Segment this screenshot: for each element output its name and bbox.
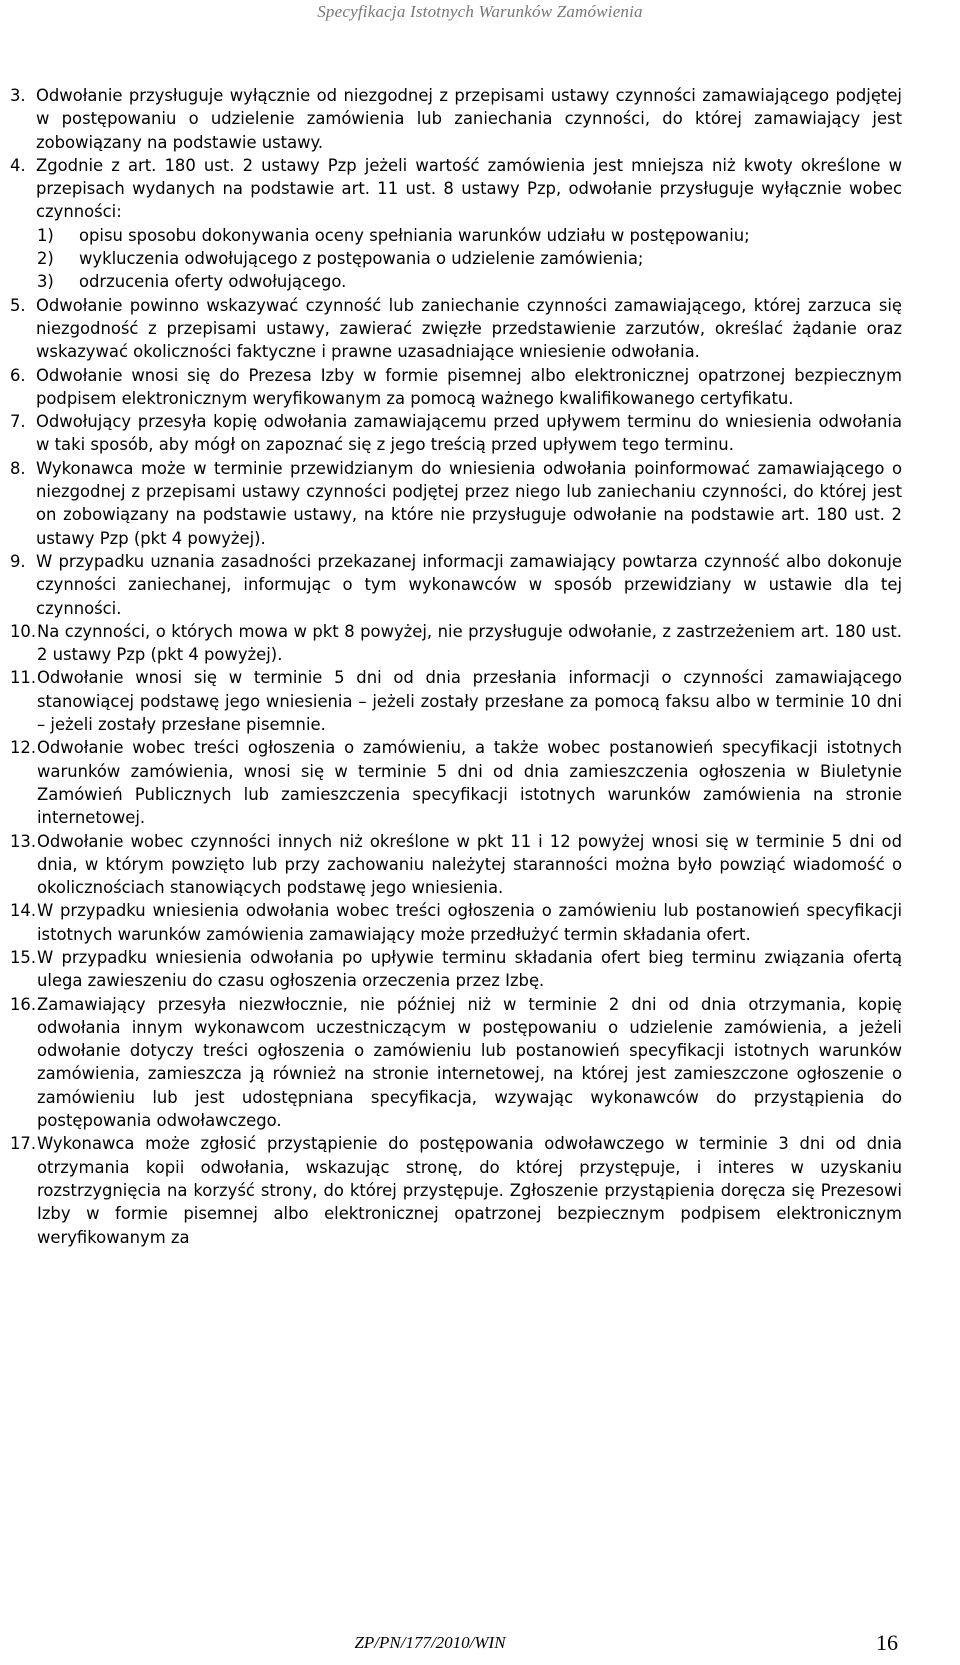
item-number: 8.	[10, 458, 26, 478]
sub-item-number: 1)	[37, 225, 54, 245]
item-text: Odwołanie wobec treści ogłoszenia o zamówieniu, a także wobec postanowień specyfikacji istotnych warunków zamówienia, wnosi się w terminie 5 dni od dnia zamieszczenia ogłoszenia w Biuletynie Zamówień Publicznych lub zamieszczenia specyfikacji istotnych warunków zamówienia na stronie internetowej.	[37, 738, 902, 828]
item-text: W przypadku wniesienia odwołania wobec treści ogłoszenia o zamówieniu lub postanowień specyfikacji istotnych warunków zamówienia zamawiający może przedłużyć termin składania ofert.	[37, 901, 902, 944]
item-number: 16.	[10, 994, 37, 1014]
list-item	[10, 993, 902, 1133]
list-item	[10, 899, 902, 946]
list-item	[10, 620, 902, 667]
list-item	[10, 830, 902, 900]
list-item	[10, 736, 902, 829]
list-item	[10, 154, 902, 224]
item-text: W przypadku wniesienia odwołania po upływie terminu składania ofert bieg terminu związania ofertą ulega zawieszeniu do czasu ogłoszenia orzeczenia przez Izbę.	[37, 947, 902, 991]
item-text: Odwołanie wnosi się do Prezesa Izby w formie pisemnej albo elektronicznej opatrzonej bezpiecznym podpisem elektronicznym weryfikowanym za pomocą ważnego kwalifikowanego certyfikatu.	[36, 365, 902, 408]
page-header: Specyfikacja Istotnych Warunków Zamówienia	[317, 2, 643, 21]
item-number: 4.	[10, 155, 26, 175]
item-number: 6.	[10, 365, 26, 385]
item-text: Zgodnie z art. 180 ust. 2 ustawy Pzp jeżeli wartość zamówienia jest mniejsza niż kwoty określone w przepisach wydanych na podstawie art. 11 ust. 8 ustawy Pzp, odwołanie przysługuje wyłącznie wobec czynności:	[36, 155, 902, 222]
list-item	[10, 550, 902, 620]
item-number: 10.	[10, 621, 37, 641]
item-text: Odwołanie wnosi się w terminie 5 dni od dnia przesłania informacji o czynności zamawiającego stanowiącej podstawę jego wniesienia – jeżeli zostały przesłane za pomocą faksu albo w terminie 10 dni – jeżeli zostały przesłane pisemnie.	[37, 668, 902, 735]
item-number: 3.	[10, 86, 26, 105]
item-text: Wykonawca może zgłosić przystąpienie do postępowania odwoławczego w terminie 3 dni od dnia otrzymania kopii odwołania, wskazując stronę, do której przystępuje, i interes w uzyskaniu rozstrzygnięcia na korzyść strony, do której przystępuje. Zgłoszenie przystąpienia doręcza się Prezesowi Izby w formie pisemnej albo elektronicznej opatrzonej bezpiecznym podpisem elektronicznym weryfikowanym za	[37, 1134, 902, 1247]
list-item	[10, 1132, 902, 1248]
item-text: Na czynności, o których mowa w pkt 8 powyżej, nie przysługuje odwołanie, z zastrzeżeniem art. 180 ust. 2 ustawy Pzp (pkt 4 powyżej).	[37, 621, 902, 665]
item-number: 7.	[10, 412, 26, 432]
item-text: Odwołanie powinno wskazywać czynność lub zaniechanie czynności zamawiającego, której zarzuca się niezgodność z przepisami ustawy, zawierać zwięzłe przedstawienie zarzutów, określać żądanie oraz wskazywać okoliczności faktyczne i prawne uzasadniające wniesienie odwołania.	[36, 295, 902, 362]
list-item	[10, 84, 902, 154]
sub-list-item	[37, 224, 902, 247]
item-text: Odwołujący przesyła kopię odwołania zamawiającemu przed upływem terminu do wniesienia odwołania w taki sposób, aby mógł on zapoznać się z jego treścią przed upływem tego terminu.	[36, 412, 902, 455]
item-number: 17.	[10, 1134, 37, 1154]
list-item	[10, 946, 902, 993]
item-number: 11.	[10, 668, 37, 688]
document-body	[10, 84, 902, 1249]
item-text: Wykonawca może w terminie przewidzianym do wniesienia odwołania poinformować zamawiającego o niezgodnej z przepisami ustawy czynności podjętej przez niego lub zaniechaniu czynności, do której jest on zobowiązany na podstawie ustawy, na które nie przysługuje odwołanie na podstawie art. 180 ust. 2 ustawy Pzp (pkt 4 powyżej).	[36, 458, 902, 548]
item-number: 9.	[10, 551, 26, 571]
list-item	[10, 457, 902, 550]
list-item	[10, 364, 902, 411]
item-number: 15.	[10, 947, 37, 967]
sub-list-item	[37, 247, 902, 270]
item-text: Zamawiający przesyła niezwłocznie, nie później niż w terminie 2 dni od dnia otrzymania, kopię odwołania innym wykonawcom uczestniczącym w postępowaniu o udzielenie zamówienia, a jeżeli odwołanie dotyczy treści ogłoszenia o zamówieniu lub postanowień specyfikacji istotnych warunków zamówienia, zamieszcza ją również na stronie internetowej, na której jest zamieszczone ogłoszenie o zamówieniu lub jest udostępniana specyfikacja, wzywając wykonawców do przystąpienia do postępowania odwoławczego.	[37, 994, 902, 1131]
sub-list-item	[37, 270, 902, 293]
document-code: ZP/PN/177/2010/WIN	[354, 1633, 506, 1652]
item-number: 5.	[10, 295, 26, 315]
item-text: Odwołanie przysługuje wyłącznie od niezgodnej z przepisami ustawy czynności zamawiającego podjętej w postępowaniu o udzielenie zamówienia lub zaniechania czynności, do której zamawiający jest zobowiązany na podstawie ustawy.	[36, 86, 902, 152]
sub-item-text: opisu sposobu dokonywania oceny spełniania warunków udziału w postępowaniu;	[79, 225, 750, 245]
item-text: Odwołanie wobec czynności innych niż określone w pkt 11 i 12 powyżej wnosi się w terminie 5 dni od dnia, w którym powzięto lub przy zachowaniu należytej staranności można było powziąć wiadomość o okolicznościach stanowiących podstawę jego wniesienia.	[37, 831, 902, 898]
item-text: W przypadku uznania zasadności przekazanej informacji zamawiający powtarza czynność albo dokonuje czynności zaniechanej, informując o tym wykonawców w sposób przewidziany w ustawie dla tej czynności.	[36, 551, 902, 618]
page-number: 16	[876, 1630, 898, 1655]
item-number: 12.	[10, 738, 37, 758]
item-number: 13.	[10, 831, 37, 851]
item-number: 14.	[10, 901, 37, 921]
sub-item-number: 3)	[37, 272, 54, 292]
sub-item-number: 2)	[37, 249, 54, 269]
list-item	[10, 294, 902, 364]
sub-item-text: odrzucenia oferty odwołującego.	[79, 272, 347, 292]
list-item	[10, 666, 902, 736]
list-item	[10, 410, 902, 457]
sub-item-text: wykluczenia odwołującego z postępowania o udzielenie zamówienia;	[79, 249, 644, 269]
